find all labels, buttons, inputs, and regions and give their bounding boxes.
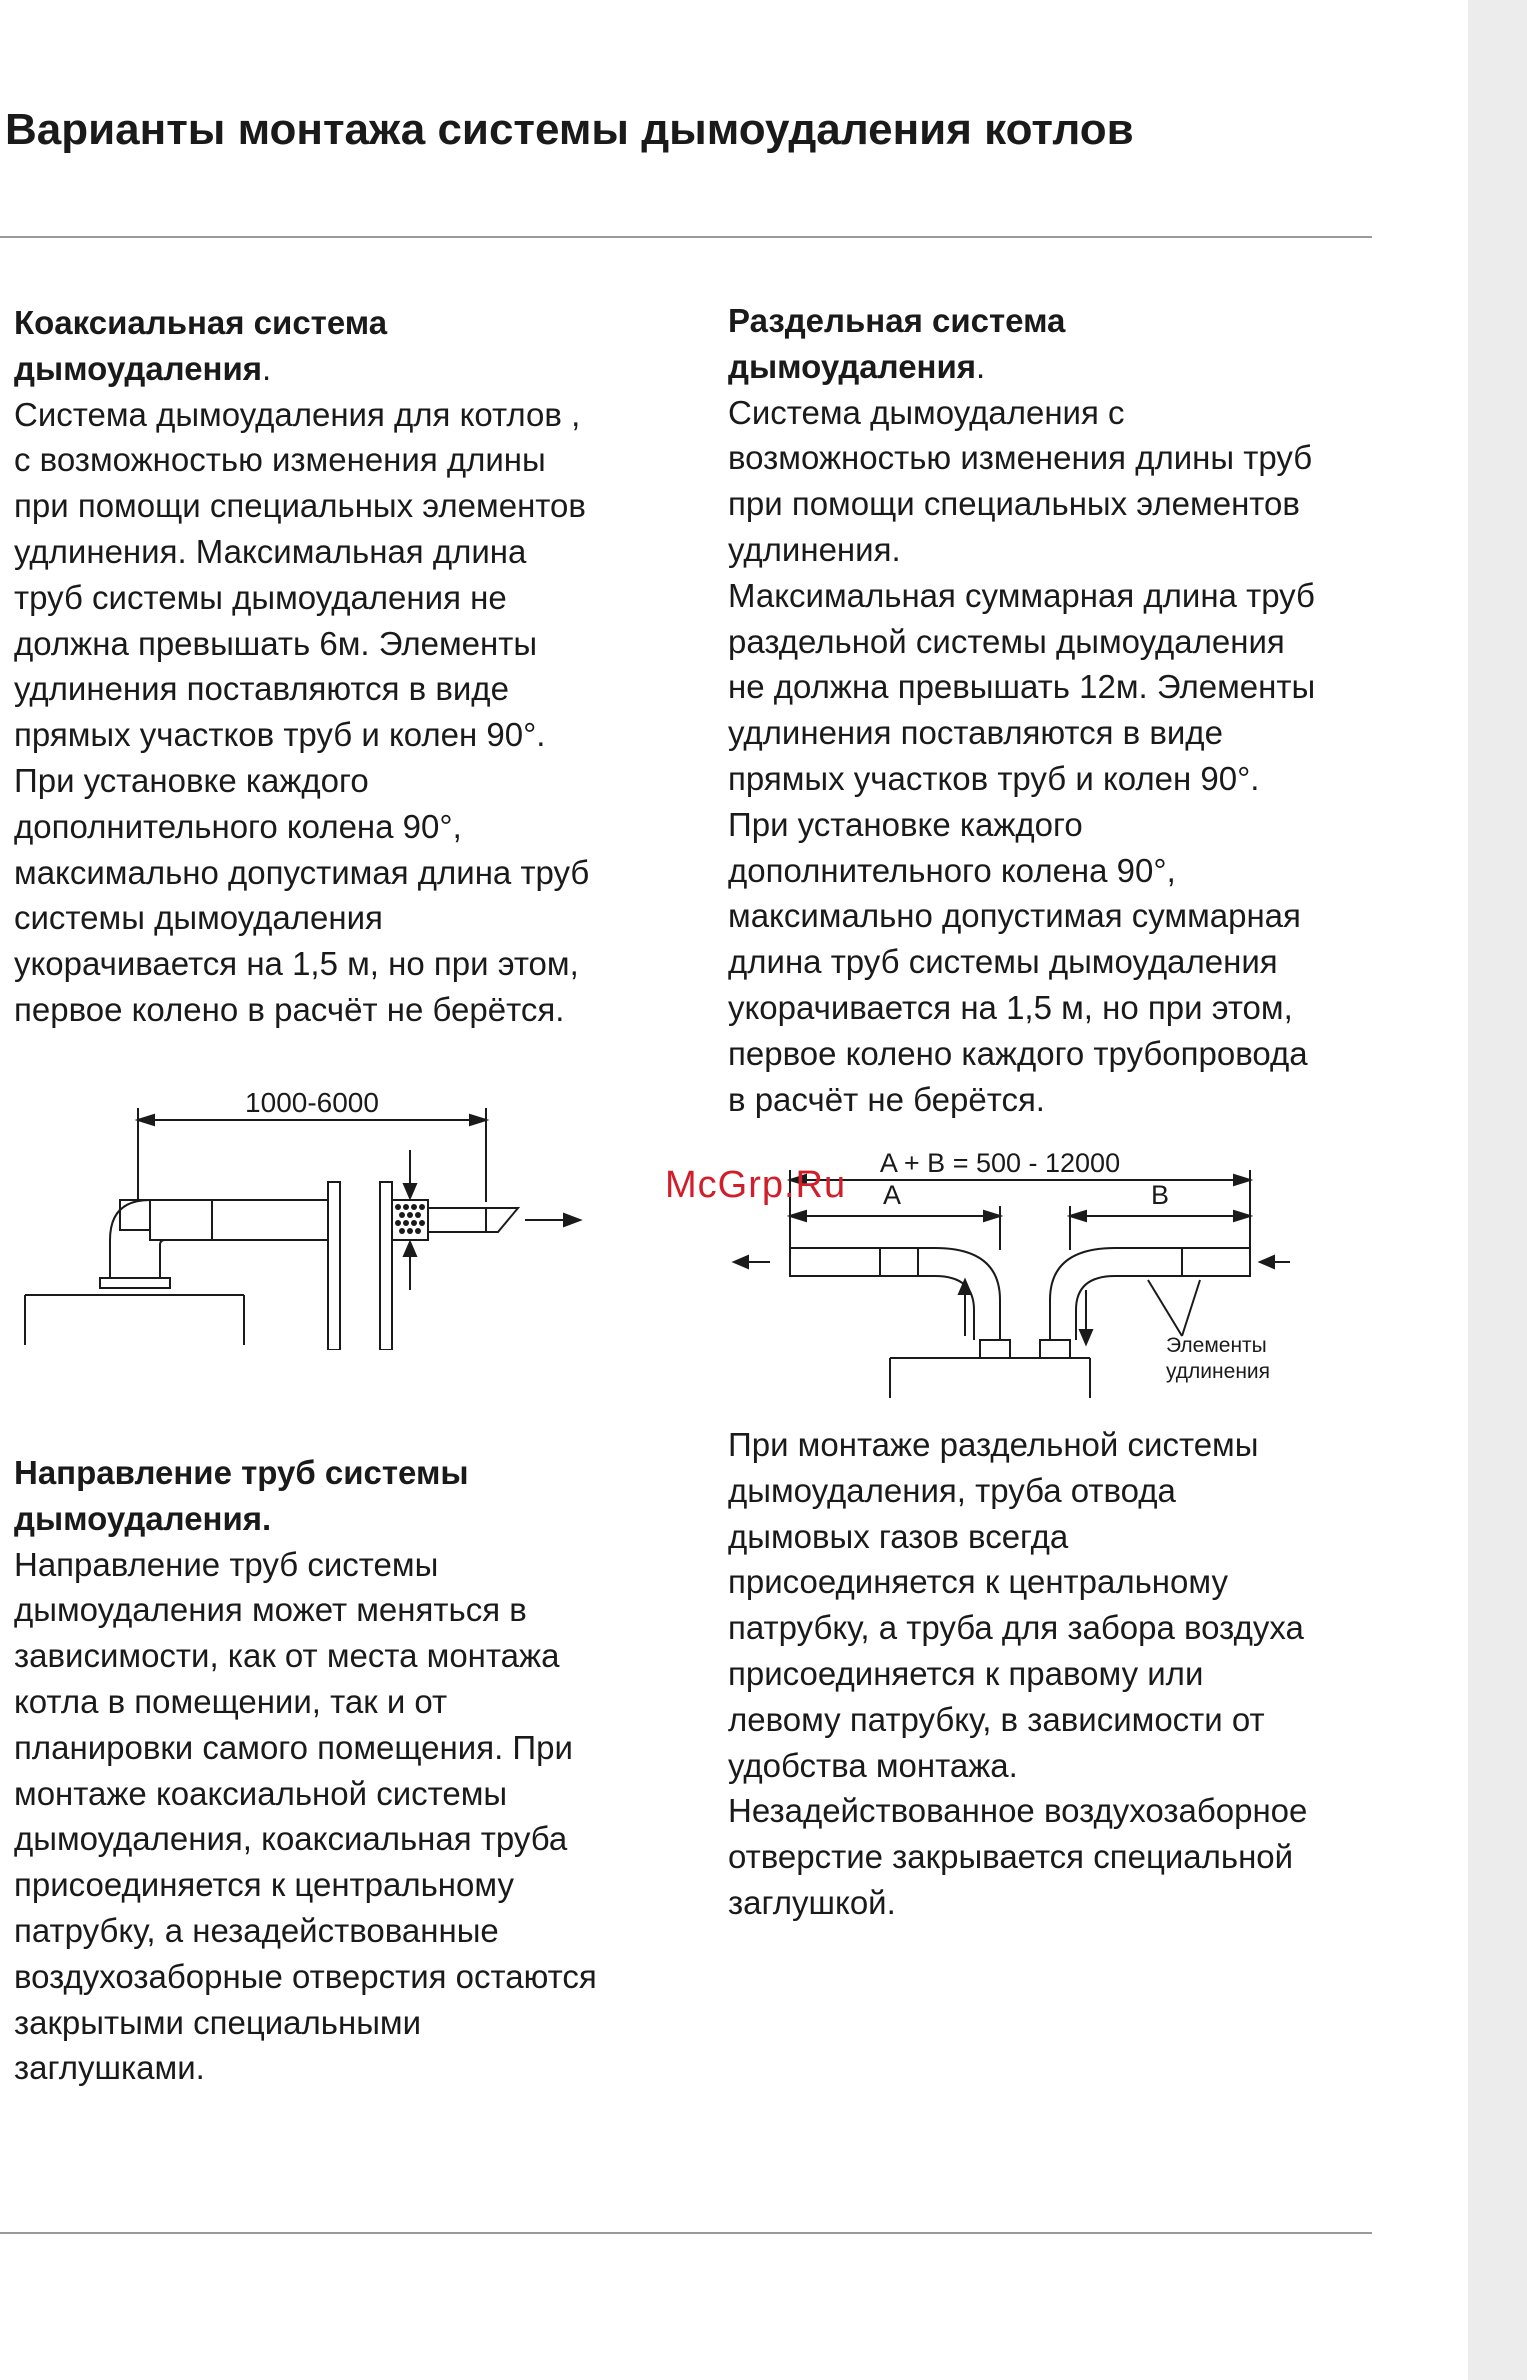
- pointer-line: [1148, 1280, 1182, 1336]
- footer-rule: [0, 2232, 1372, 2234]
- separate-section: [728, 298, 1318, 1122]
- wall-right: [380, 1182, 392, 1350]
- right-elbow: [1050, 1248, 1135, 1340]
- header-rule: [0, 236, 1372, 238]
- label-b: B: [1150, 1180, 1170, 1210]
- grille-pattern: [395, 1204, 425, 1234]
- separate-paragraph-1: Система дымоудаления с возможностью изменения длины труб при помощи специальных элементов удлинения.: [728, 393, 1313, 568]
- coaxial-figure: [20, 1090, 600, 1350]
- boiler-outlet: [100, 1278, 170, 1288]
- separate-heading: Раздельная система дымоудаления.: [728, 302, 1066, 385]
- coaxial-section: [14, 300, 604, 1033]
- coaxial-heading: Коаксиальная система дымоудаления.: [14, 304, 388, 387]
- separate-paragraph-2: Максимальная суммарная длина труб раздельной системы дымоудаления не должна превышать 12м. Элементы удлинения поставляются в виде прямых участков труб и колен 90°. При установке каждого дополнительного колена 90°, максимально допустимая суммарная длина труб системы дымоудаления укорачивается на 1,5 м, но при этом, первое колено каждого трубопровода в расчёт не берётся.: [728, 576, 1316, 1118]
- page-title: Варианты монтажа системы дымоудаления котлов: [5, 105, 1134, 154]
- dimension-label: 1000-6000: [245, 1090, 379, 1118]
- wall-left: [328, 1182, 340, 1350]
- direction-heading: Направление труб системы дымоудаления.: [14, 1454, 469, 1537]
- elbow-pipe: [110, 1200, 150, 1278]
- separate-paragraph-3: При монтаже раздельной системы дымоудаления, труба отвода дымовых газов всегда присоединяется к центральному патрубку, а труба для забора воздуха присоединяется к правому или левому патрубку, в зависимости от удобства монтажа. Незадействованное воздухозаборное отверстие закрывается специальной заглушкой.: [728, 1426, 1308, 1921]
- left-pipe-extension: [790, 1248, 918, 1276]
- elements-label-2: удлинения: [1166, 1360, 1271, 1383]
- direction-paragraph: Направление труб системы дымоудаления может меняться в зависимости, как от места монтажа котла в помещении, так и от планировки самого помещения. При монтаже коаксиальной системы дымоудаления, коаксиальная труба присоединяется к центральному патрубку, а незадействованные воздухозаборные отверстия остаются закрытыми специальными заглушками.: [14, 1545, 597, 2087]
- right-pipe-extension: [1182, 1248, 1250, 1276]
- side-strip: [1468, 0, 1527, 2380]
- coaxial-pipe-segment: [150, 1200, 212, 1240]
- direction-section: [14, 1450, 604, 2091]
- elements-label-1: Элементы: [1166, 1334, 1267, 1357]
- separate-note-section: [728, 1422, 1318, 1926]
- total-length-label: A + B = 500 - 12000: [879, 1148, 1121, 1178]
- watermark: McGrp.Ru: [665, 1164, 847, 1206]
- coaxial-paragraph: Система дымоудаления для котлов , с возможностью изменения длины при помощи специальных элементов удлинения. Максимальная длина труб системы дымоудаления не должна превышать 6м. Элементы удлинения поставляются в виде прямых участков труб и колен 90°. При установке каждого дополнительного колена 90°, максимально допустимая длина труб системы дымоудаления укорачивается на 1,5 м, но при этом, первое колено в расчёт не берётся.: [14, 395, 590, 1028]
- label-a: A: [882, 1180, 902, 1210]
